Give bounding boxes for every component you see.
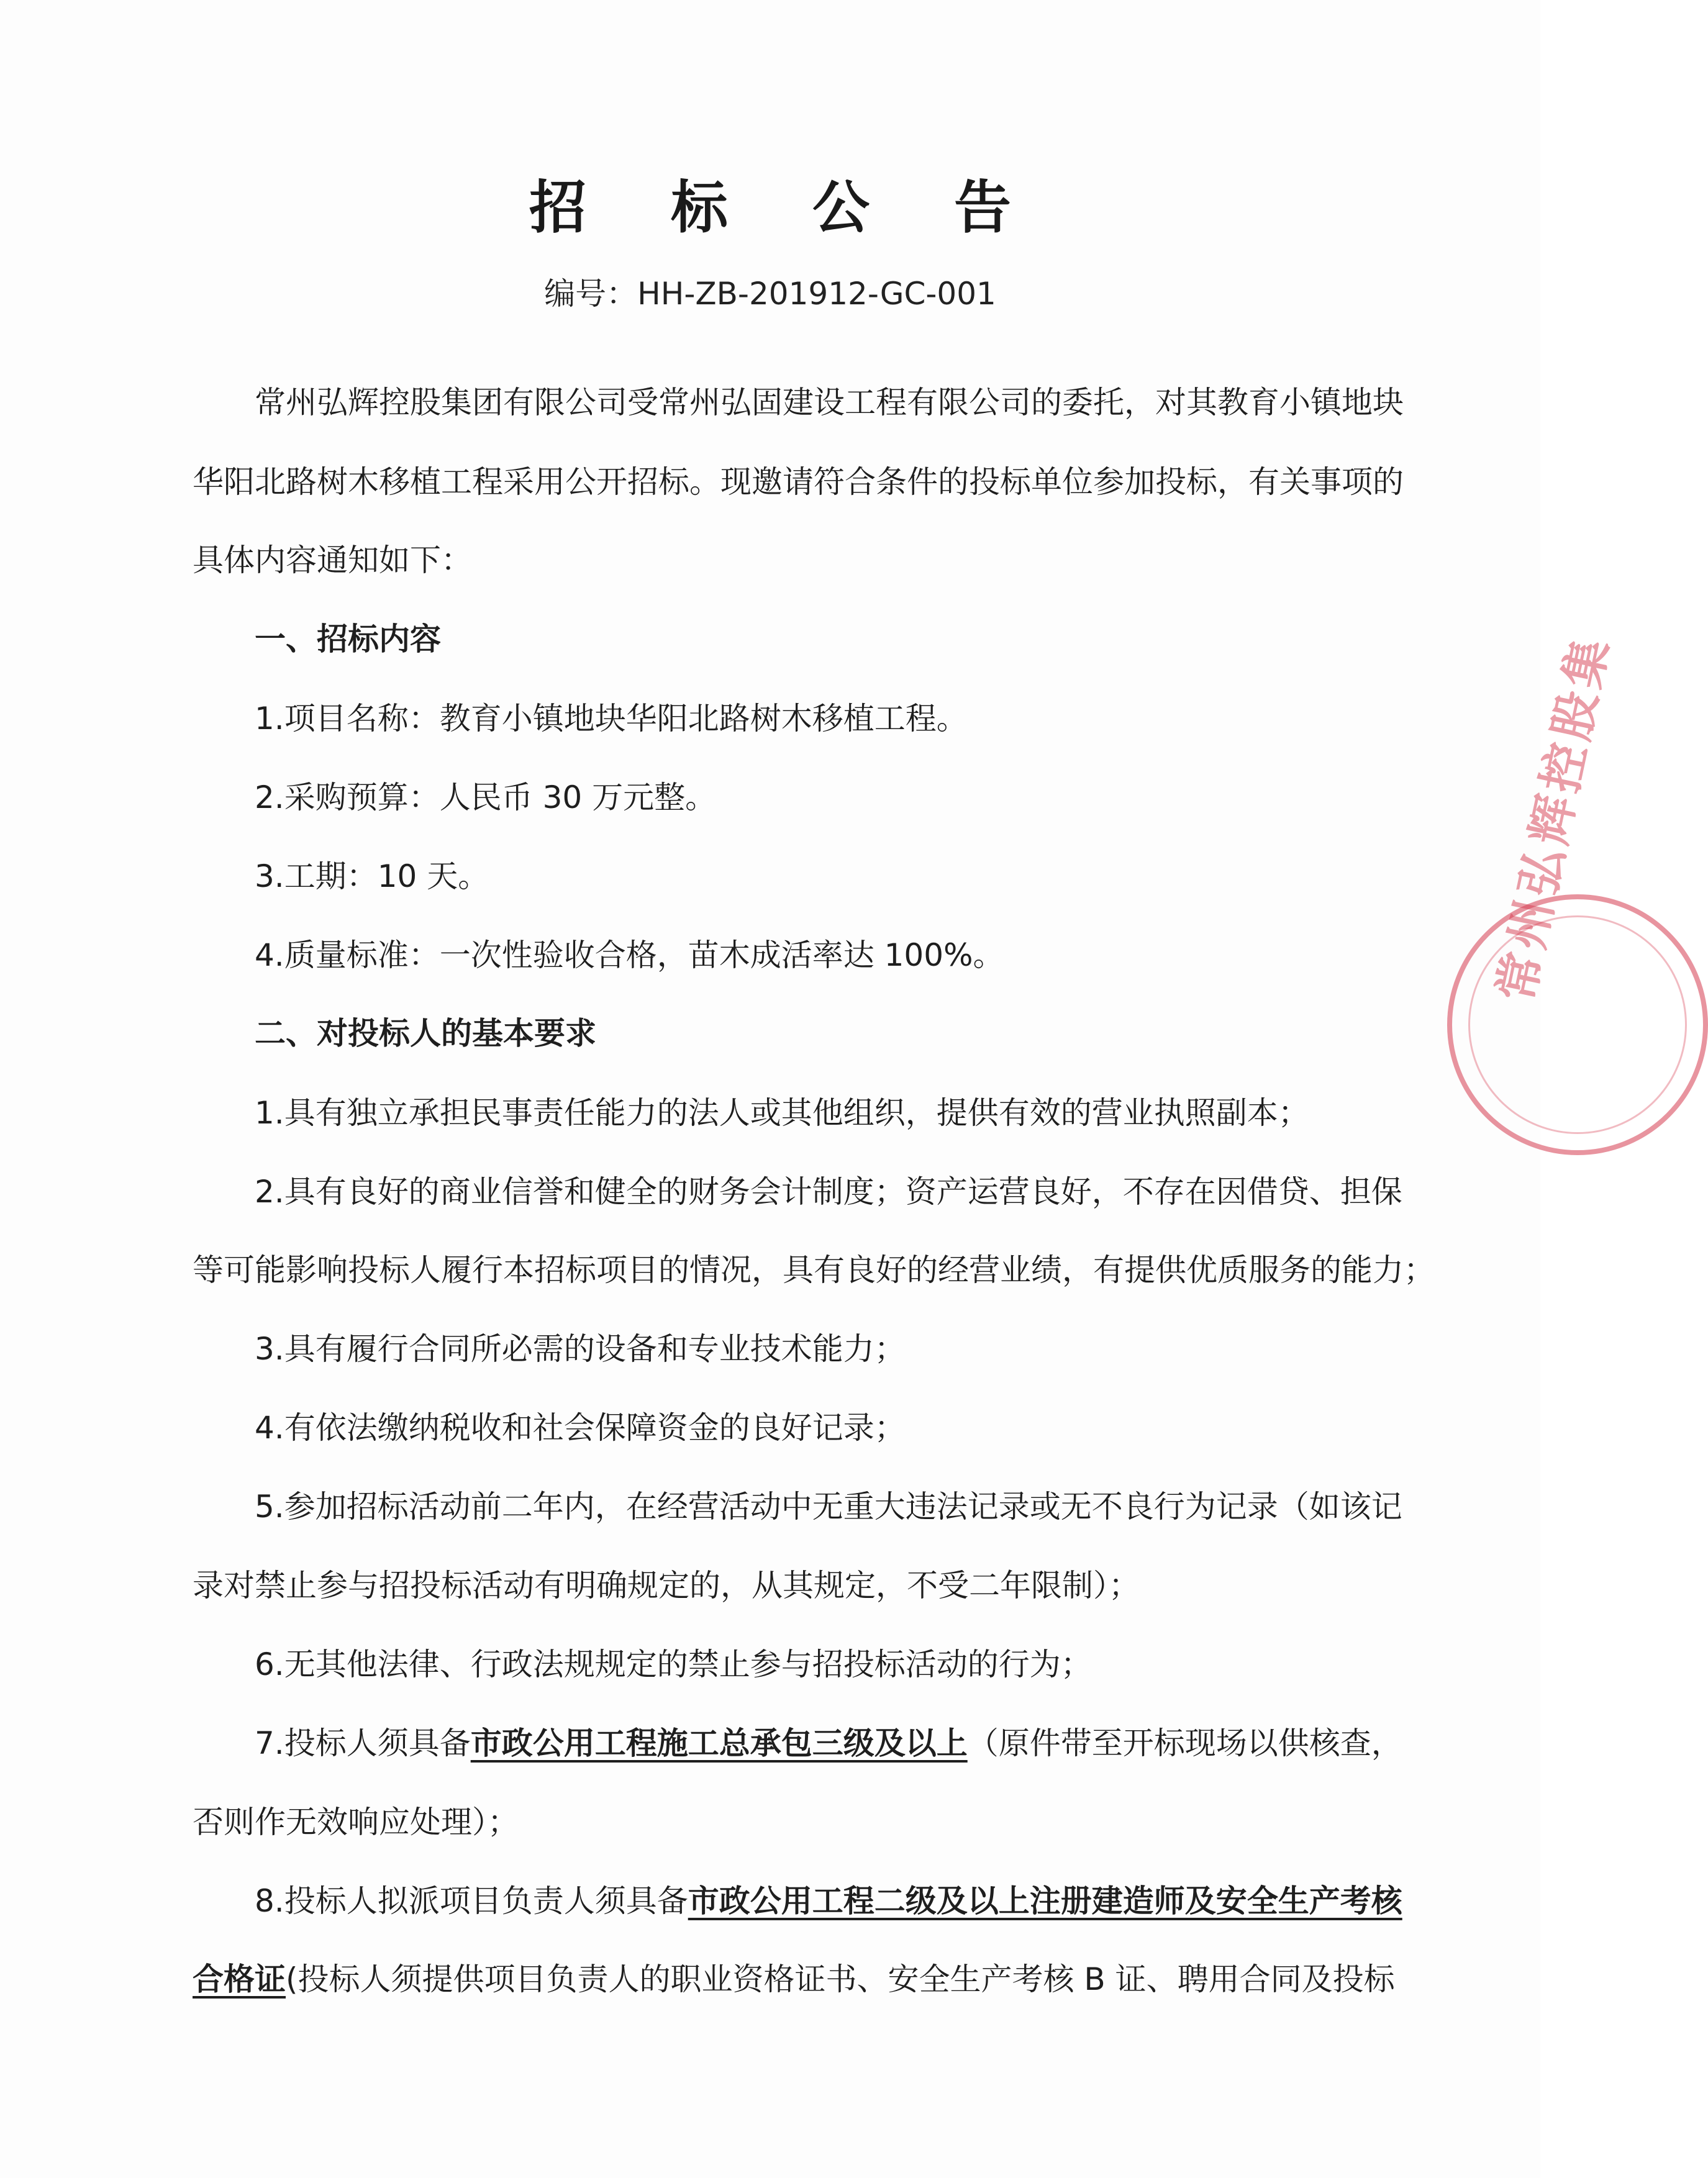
requirement-8-qualification: 市政公用工程二级及以上注册建造师及安全生产考核 <box>688 1883 1402 1919</box>
requirement-2-line-1: 2.具有良好的商业信誉和健全的财务会计制度；资产运营良好，不存在因借贷、担保 <box>255 1174 1402 1210</box>
requirement-8-line-2 <box>193 1958 1395 2001</box>
document-title: 招 标 公 告 <box>529 175 1044 241</box>
requirement-8-suffix: (投标人须提供项目负责人的职业资格证书、安全生产考核 B 证、聘用合同及投标 <box>286 1961 1395 1997</box>
bid-item-quality: 4.质量标准：一次性验收合格，苗木成活率达 100%。 <box>255 937 1004 973</box>
intro-line-1: 常州弘辉控股集团有限公司受常州弘固建设工程有限公司的委托，对其教育小镇地块 <box>255 384 1404 420</box>
seal-text: 常州弘辉控股集 <box>1488 628 1620 1007</box>
requirement-7-prefix: 7.投标人须具备 <box>255 1725 471 1761</box>
requirement-7-suffix: （原件带至开标现场以供核查， <box>967 1725 1402 1761</box>
bid-item-budget: 2.采购预算：人民币 30 万元整。 <box>255 779 717 815</box>
document-number: 编号：HH-ZB-201912-GC-001 <box>544 276 996 312</box>
requirement-2-line-2: 等可能影响投标人履行本招标项目的情况，具有良好的经营业绩，有提供优质服务的能力； <box>193 1252 1435 1288</box>
requirement-4: 4.有依法缴纳税收和社会保障资金的良好记录； <box>255 1410 906 1446</box>
requirement-8-certificate: 合格证 <box>193 1961 286 1997</box>
intro-line-2: 华阳北路树木移植工程采用公开招标。现邀请符合条件的投标单位参加投标，有关事项的 <box>193 464 1404 500</box>
bid-item-project-name: 1.项目名称：教育小镇地块华阳北路树木移植工程。 <box>255 701 968 737</box>
intro-line-3: 具体内容通知如下： <box>193 542 472 578</box>
requirement-8-line-1 <box>255 1879 1402 1923</box>
bid-item-duration: 3.工期：10 天。 <box>255 858 489 894</box>
requirement-6: 6.无其他法律、行政法规规定的禁止参与招投标活动的行为； <box>255 1646 1092 1682</box>
requirement-8-prefix: 8.投标人拟派项目负责人须具备 <box>255 1883 688 1919</box>
requirement-5-line-2: 录对禁止参与招投标活动有明确规定的，从其规定，不受二年限制）； <box>193 1568 1140 1604</box>
section-heading-bid-content: 一、招标内容 <box>255 621 441 657</box>
requirement-5-line-1: 5.参加招标活动前二年内，在经营活动中无重大违法记录或无不良行为记录（如该记 <box>255 1489 1402 1525</box>
requirement-7-line-2: 否则作无效响应处理）； <box>193 1804 519 1840</box>
requirement-7-line-1 <box>255 1722 1402 1765</box>
requirement-3: 3.具有履行合同所必需的设备和专业技术能力； <box>255 1331 906 1367</box>
requirement-1: 1.具有独立承担民事责任能力的法人或其他组织，提供有效的营业执照副本； <box>255 1095 1309 1131</box>
company-seal <box>1447 628 1708 1155</box>
section-heading-requirements: 二、对投标人的基本要求 <box>255 1015 596 1051</box>
requirement-7-qualification: 市政公用工程施工总承包三级及以上 <box>470 1725 968 1761</box>
